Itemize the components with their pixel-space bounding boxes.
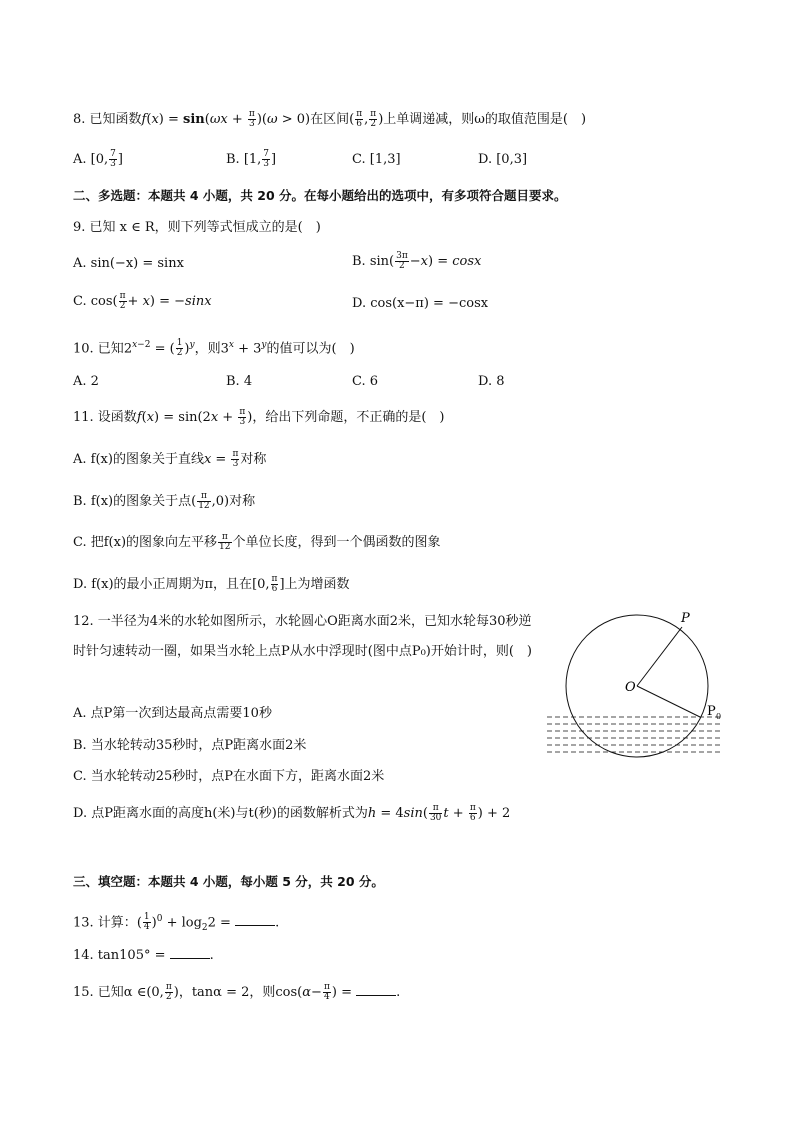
- water-wheel-diagram: [540, 605, 725, 765]
- q10-stem: 10. 已知$2^{x-2}$ = ( $\frac{1}{2}$ )$^y$，则$3^x + 3^y$的值可以为( ): [73, 338, 355, 359]
- q8-option-d: D. [0,3]: [478, 152, 528, 167]
- q14-answer-blank[interactable]: [170, 946, 210, 959]
- q11-option-c: C. 把f(x)的图象向左平移 $\frac{\pi}{12}$ 个单位长度，得到一个偶函数的图象: [73, 532, 441, 552]
- q8-stem: 8. 已知函数f(x) = sin(ωx + $\frac{\pi}{3}$ )(ω > 0)在区间( $\frac{\pi}{6}$ , $\frac{\pi}{2}$ )上单调递减，则ω的取值范围是( ): [73, 109, 587, 129]
- q9-option-c: C. cos( $\frac{\pi}{2}$ + x) = −sinx: [73, 291, 212, 311]
- q12-option-b: B. 当水轮转动35秒时，点P距离水面2米: [73, 738, 307, 753]
- label-p0: P: [707, 704, 716, 719]
- q11-option-a: A. f(x)的图象关于直线x = $\frac{\pi}{3}$ 对称: [73, 449, 267, 469]
- q10-option-d: D. 8: [478, 374, 505, 389]
- q8-option-a: A. [0, $\frac{7}{3}$ ]: [73, 149, 123, 169]
- q11-option-d: D. f(x)的最小正周期为π，且在[0, $\frac{\pi}{6}$ ]上为增函数: [73, 574, 350, 594]
- q14-stem: 14. tan105° = .: [73, 948, 214, 963]
- q12-option-a: A. 点P第一次到达最高点需要10秒: [73, 706, 272, 721]
- section-2-heading: 二、多选题：本题共 4 小题，共 20 分。在每小题给出的选项中，有多项符合题目要求。: [73, 188, 567, 203]
- q15-answer-blank[interactable]: [356, 983, 396, 996]
- q8-option-b: B. [1, $\frac{7}{3}$ ]: [226, 149, 277, 169]
- q9-stem: 9. 已知 x ∈ R，则下列等式恒成立的是( ): [73, 220, 321, 235]
- label-o: O: [625, 680, 636, 695]
- q12-stem: 12. 一半径为4米的水轮如图所示，水轮圆心O距离水面2米，已知水轮每30秒逆时针匀速转动一圈，如果当水轮上点P从水中浮现时(图中点P₀)开始计时，则( ): [73, 614, 532, 659]
- water-surface: [547, 717, 720, 752]
- q10-option-c: C. 6: [352, 374, 379, 389]
- q10-option-a: A. 2: [73, 374, 99, 389]
- q8-option-c: C. [1,3]: [352, 152, 401, 167]
- label-p0-subscript: 0: [716, 712, 722, 721]
- q15-stem: 15. 已知α ∈(0, $\frac{\pi}{2}$ )，tanα = 2，则cos(α− $\frac{\pi}{4}$ ) = .: [73, 982, 401, 1002]
- radius-op: [637, 627, 682, 686]
- q9-option-a: A. sin(−x) = sinx: [73, 256, 184, 271]
- q9-option-d: D. cos(x−π) = −cosx: [352, 296, 489, 311]
- q12-option-c: C. 当水轮转动25秒时，点P在水面下方，距离水面2米: [73, 769, 385, 784]
- q11-stem: 11. 设函数f(x) = sin(2x + $\frac{\pi}{3}$ )，给出下列命题，不正确的是( ): [73, 407, 445, 427]
- radius-op0: [637, 686, 700, 717]
- q10-option-b: B. 4: [226, 374, 253, 389]
- q9-option-b: B. sin( $\frac{3\pi}{2}$ −x) = cosx: [352, 251, 482, 271]
- q11-option-b: B. f(x)的图象关于点( $\frac{\pi}{12}$ ,0)对称: [73, 491, 256, 511]
- q13-answer-blank[interactable]: [235, 913, 275, 926]
- section-3-heading: 三、填空题：本题共 4 小题，每小题 5 分，共 20 分。: [73, 874, 384, 889]
- q12-option-d: D. 点P距离水面的高度h(米)与t(秒)的函数解析式为h = 4sin( $\frac{\pi}{30}$ t + $\frac{\pi}{6}$ ) + 2: [73, 803, 511, 823]
- q13-stem: 13. 计算：( $\frac{1}{4}$ )$^0 + \log_22$ = .: [73, 912, 280, 933]
- label-p: P: [681, 611, 690, 626]
